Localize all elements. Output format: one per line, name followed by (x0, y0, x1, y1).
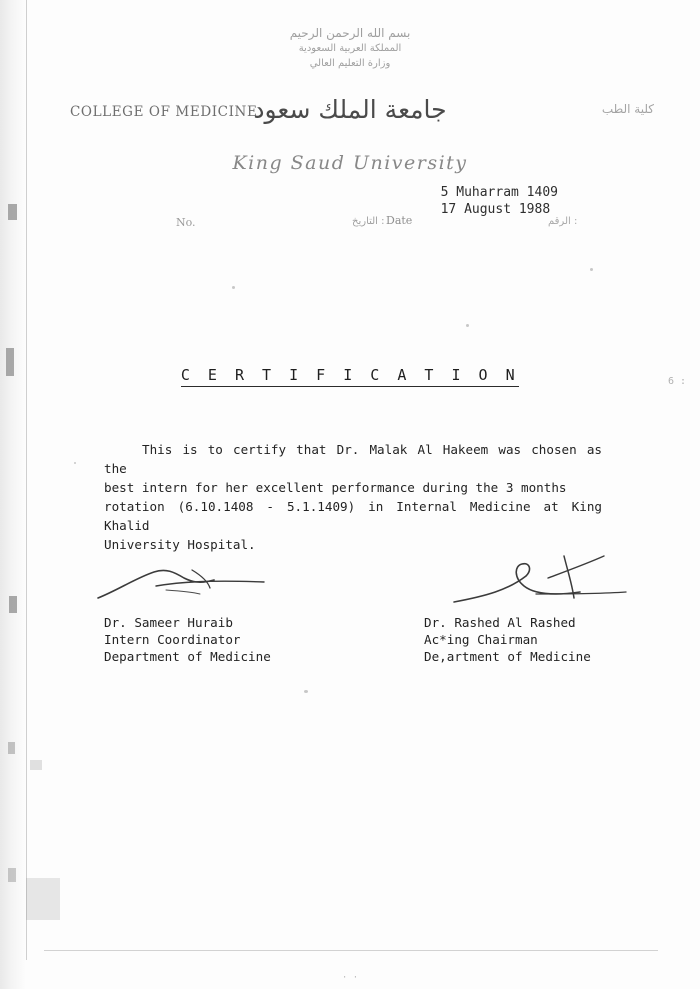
bottom-mark: · · (341, 973, 359, 983)
university-script-name: King Saud University (232, 152, 468, 174)
body-line-3: rotation (6.10.1408 - 5.1.1409) in Internal Medicine at King Khalid (104, 499, 602, 533)
bottom-rule (44, 950, 658, 951)
scan-blot (26, 878, 60, 920)
signature-block-right (424, 614, 591, 665)
scan-blot (8, 204, 17, 220)
scan-speck (74, 462, 76, 464)
scan-edge-shadow (0, 0, 26, 989)
college-arabic-label: كلية الطب (601, 102, 654, 116)
arabic-line-1: بسم الله الرحمن الرحيم (289, 26, 411, 40)
right-margin-mark: 6 : (667, 376, 686, 387)
scan-speck (466, 324, 469, 327)
signature-ink-right (448, 548, 638, 610)
arabic-line-3: وزارة التعليم العالي (309, 58, 391, 69)
signature-ink-left (96, 560, 276, 610)
certification-body (104, 440, 602, 554)
signature-block-left (104, 614, 271, 665)
scan-blot (8, 868, 16, 882)
label-no: No. (176, 216, 196, 229)
body-line-1: This is to certify that Dr. Malak Al Hakeem was chosen as the (104, 442, 602, 476)
signer-role: Intern Coordinator (104, 632, 241, 647)
body-line-2: best intern for her excellent performance during the 3 months (104, 480, 567, 495)
scan-speck (232, 286, 235, 289)
university-arabic-name: جامعة الملك سعود (253, 95, 447, 124)
letterhead (0, 26, 700, 71)
signer-name: Dr. Sameer Huraib (104, 615, 233, 630)
scan-speck (590, 268, 593, 271)
scan-speck (304, 690, 308, 693)
date-block (441, 184, 558, 218)
document-title (0, 366, 700, 384)
scan-blot (8, 742, 15, 754)
hijri-date: 5 Muharram 1409 (440, 185, 558, 200)
college-label: COLLEGE OF MEDICINE (70, 104, 258, 120)
gregorian-date: 17 August 1988 (440, 202, 551, 217)
scan-edge-line (26, 0, 27, 960)
scan-blot (9, 596, 17, 613)
signer-name: Dr. Rashed Al Rashed (424, 615, 576, 630)
label-date-arabic: التاريخ : (352, 216, 385, 227)
arabic-line-2: المملكة العربية السعودية (298, 43, 402, 54)
scan-blot (30, 760, 42, 770)
body-line-4: University Hospital. (104, 537, 256, 552)
signer-role: Ac*ing Chairman (424, 632, 538, 647)
signer-department: Department of Medicine (104, 649, 271, 664)
document-title-text: C E R T I F I C A T I O N (181, 366, 519, 387)
letterhead-arabic-lines (0, 26, 700, 71)
label-date: Date (386, 214, 413, 227)
signer-department: De,artment of Medicine (424, 649, 591, 664)
label-no-arabic: الرقم : (548, 216, 578, 227)
